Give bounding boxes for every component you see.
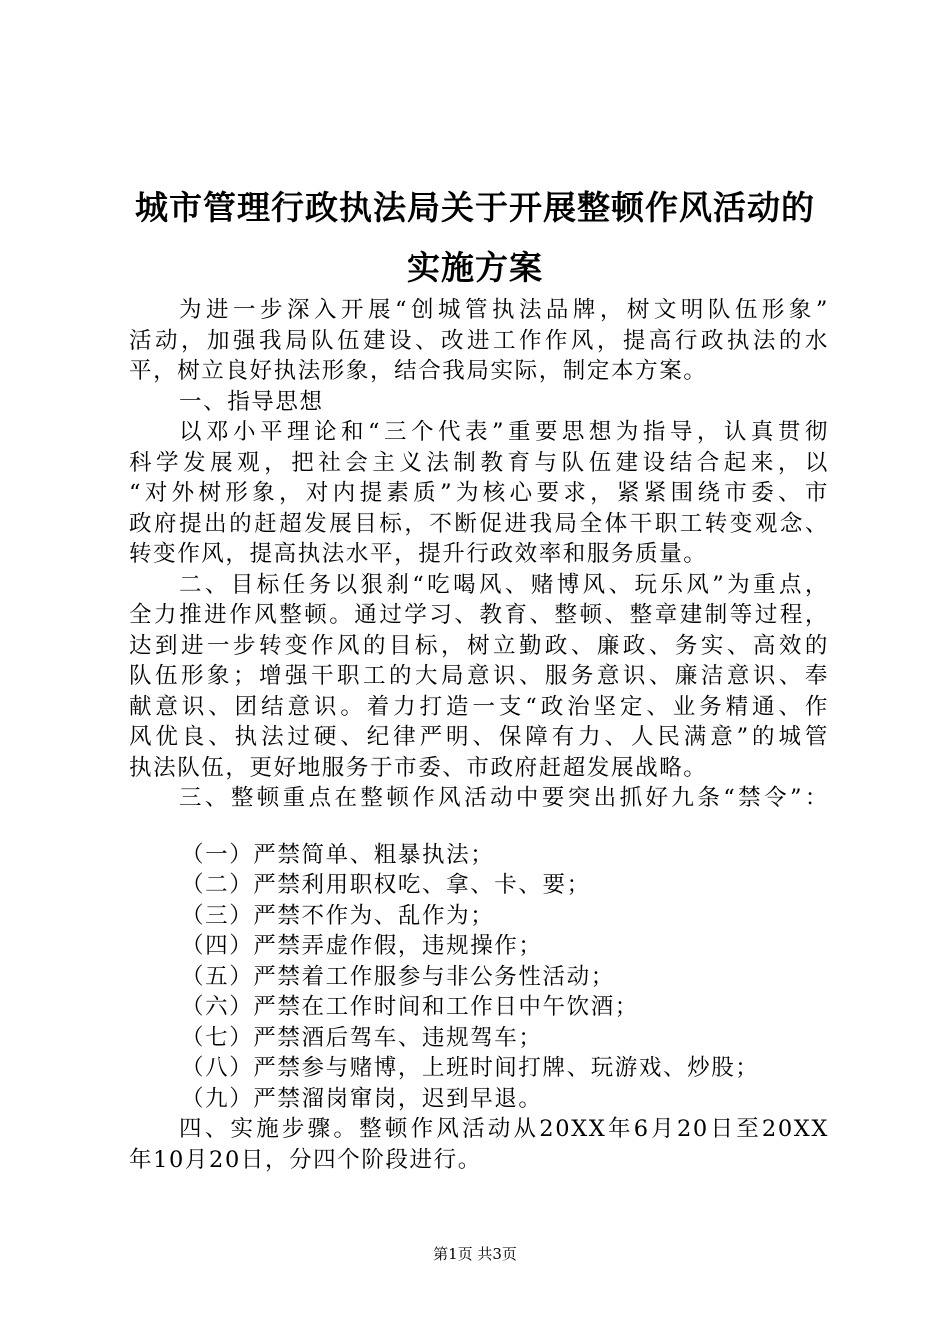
document-title-line-1: 城市管理行政执法局关于开展整顿作风活动的 [135, 188, 815, 227]
section-heading-guiding-thought: 一、指导思想 [179, 388, 324, 415]
prohibition-item: （七）严禁酒后驾车、违规驾车； [181, 1024, 543, 1051]
goals-line-7: 执法队伍，更好地服务于市委、市政府赶超发展战略。 [129, 754, 708, 781]
implementation-line-2: 年10月20日，分四个阶段进行。 [129, 1146, 482, 1173]
goals-line-3: 达到进一步转变作风的目标，树立勤政、廉政、务实、高效的 [129, 632, 829, 659]
intro-line-3: 平，树立良好执法形象，结合我局实际，制定本方案。 [129, 358, 708, 384]
prohibition-item: （八）严禁参与赌博，上班时间打牌、玩游戏、炒股； [181, 1055, 760, 1081]
guiding-line-3: “对外树形象，对内提素质”为核心要求，紧紧围绕市委、市 [129, 480, 829, 506]
intro-line-1: 为进一步深入开展“创城管执法品牌，树文明队伍形象” [179, 297, 829, 323]
prohibition-item: （三）严禁不作为、乱作为； [181, 902, 495, 929]
prohibition-item: （九）严禁溜岗窜岗，迟到早退。 [181, 1085, 543, 1112]
prohibition-item: （四）严禁弄虚作假，违规操作； [181, 933, 543, 959]
document-body [129, 295, 829, 1175]
guiding-line-1: 以邓小平理论和“三个代表”重要思想为指导，认真贯彻 [179, 419, 829, 445]
goals-line-5: 献意识、团结意识。着力打造一支“政治坚定、业务精通、作 [129, 693, 829, 720]
intro-line-2: 活动，加强我局队伍建设、改进工作作风，提高行政执法的水 [129, 327, 829, 354]
prohibition-item: （二）严禁利用职权吃、拿、卡、要； [181, 872, 591, 898]
goals-line-2: 全力推进作风整顿。通过学习、教育、整顿、整章建制等过程， [129, 602, 829, 628]
page-number-footer: 第1页 共3页 [433, 1245, 517, 1263]
blank-line [129, 814, 829, 840]
goals-line-1: 二、目标任务以狠刹“吃喝风、赌博风、玩乐风”为重点， [179, 571, 829, 598]
guiding-line-5: 转变作风，提高执法水平，提升行政效率和服务质量。 [129, 541, 708, 567]
prohibition-item: （一）严禁简单、粗暴执法； [181, 841, 495, 868]
prohibition-item: （六）严禁在工作时间和工作日中午饮酒； [181, 994, 639, 1020]
goals-line-4: 队伍形象；增强干职工的大局意识、服务意识、廉洁意识、奉 [129, 663, 829, 689]
goals-line-6: 风优良、执法过硬、纪律严明、保障有力、人民满意”的城管 [129, 724, 829, 750]
document-title-line-2: 实施方案 [407, 248, 543, 287]
key-points-line-1: 三、整顿重点在整顿作风活动中要突出抓好九条“禁令”： [179, 785, 829, 811]
guiding-line-2: 科学发展观，把社会主义法制教育与队伍建设结合起来，以 [129, 449, 829, 476]
implementation-line-1: 四、实施步骤。整顿作风活动从20XX年6月20日至20XX [179, 1116, 829, 1142]
prohibition-item: （五）严禁着工作服参与非公务性活动； [181, 963, 615, 990]
guiding-line-4: 政府提出的赶超发展目标，不断促进我局全体干职工转变观念、 [129, 510, 829, 537]
